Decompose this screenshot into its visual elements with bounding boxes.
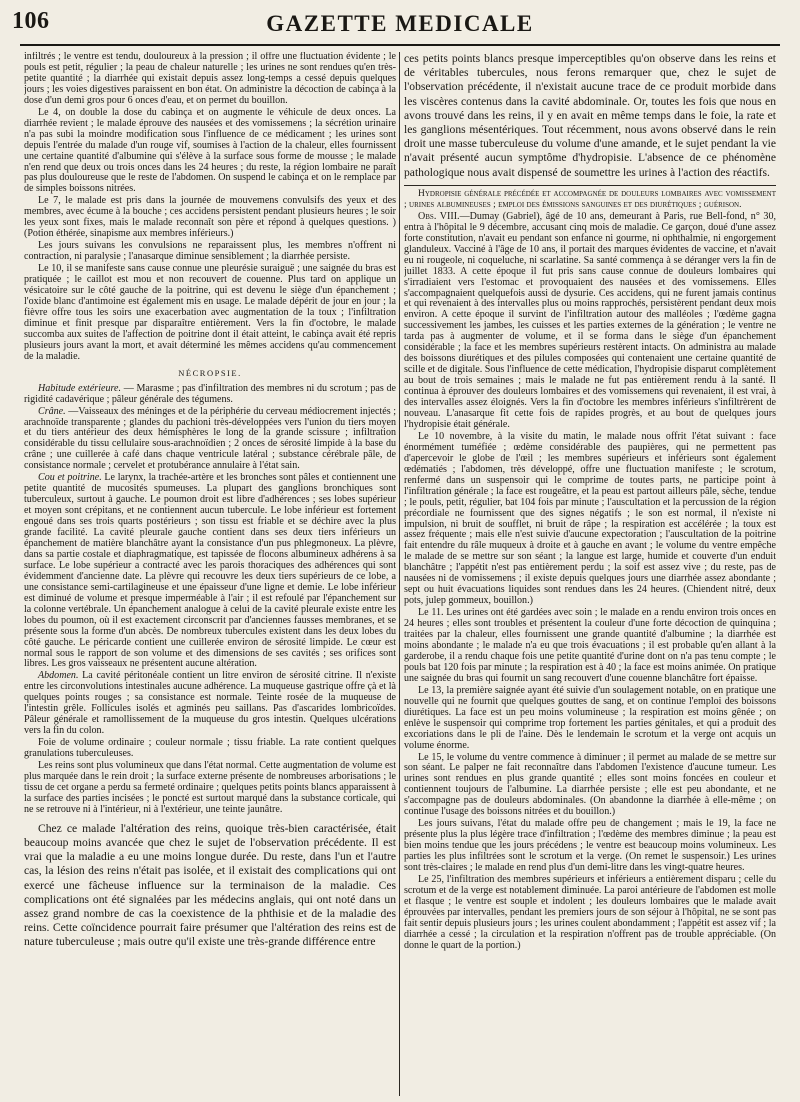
observation-text: —Dumay (Gabriel), âgé de 10 ans, demeurant à Paris, rue Bell-fond, n° 30, entra à l'hôpital le 9 décembre, accusant cinq mois de maladie. Ce garçon, doué d'une assez forte constitution, n'avait eu pendant son enfance ni gourme, ni ophthalmie, ni engorgement glanduleux. Vacciné à l'âge de 10 ans, il portait des marques évidentes de vaccine, et n'avait eu ni rougeole, ni coqueluche, ni scarlatine. Sa santé commença à se déranger vers la fin de juillet 1833. A cette époque il fut pris sans cause connue de douleurs lombaires qui s'irradiaient vers l'estomac et provoquaient des nausées et des vomissemens. Elles s'accompagnaient quelquefois aussi de dysurie. Ces accidens, qui ne furent jamais continus et qui revenaient à des intervalles plus ou moins rapprochés, persistèrent pendant deux mois environ. A cette époque il survint de l'infiltration autour des malléoles ; l'œdème gagna successivement les jambes, les cuisses et les parties externes de la génération ; le ventre ne tarda pas à augmenter de volume, et il se forma dans le siège d'un épanchement considérable ; la face et les membres supérieurs restèrent intacts. On administra au malade des boissons diurétiques et des pilules composées qui contenaient une certaine quantité de scille et de digitale. Sous l'influence de cette médication, l'hydropisie disparut complètement au bout de trois semaines ; mais le malade ne fut pas entièrement rendu à la santé. Il continua à éprouver des douleurs lombaires et des vomissemens qui revenaient, il est vrai, à des intervalles assez éloignés. Vers la fin d'octobre les membres inférieurs s'infiltrèrent de nouveau. L'anasarque fit cette fois de rapides progrès, et au bout de quelques jours l'hydropisie était générale. (404, 210, 776, 430)
paragraph-following-days-2: Les jours suivans, l'état du malade offre peu de changement ; mais le 19, la face ne présente plus la plus légère trace d'infiltration ; l'œdème des membres diminue ; la peau est bien moins tendue que les jours précédens ; le ventre est beaucoup moins volumineux. Les parties les plus infiltrées sont le scrotum et la verge. (On remet le suspensoir.) Les urines sont très-claires ; le malade en rend plus d'un demi-litre dans les vingt-quatre heures. (404, 818, 776, 874)
paragraph-commentary: Chez ce malade l'altération des reins, quoique très-bien caractérisée, était beaucoup moins avancée que chez le sujet de l'observation précédente. Il est vrai que la maladie a eu une moins longue durée. Du reste, dans l'un et l'autre cas, la lésion des reins n'était pas isolée, et il existait des complications qui ont exercé une fâcheuse influence sur la terminaison de la maladie. Ces complications ont été signalées par les médecins anglais, qui ont noté dans un assez grand nombre de cas la coexistence de la phthisie et de la maladie des reins. Cette coïncidence pourrait faire présumer que l'altération des reins est de nature tuberculeuse ; mais outre qu'il existe une très-grande différence entre (24, 821, 396, 949)
paragraph-liver: Foie de volume ordinaire ; couleur normale ; tissu friable. La rate contient quelques granulations tuberculeuses. (24, 737, 396, 760)
paragraph-day-10: Le 10, il se manifeste sans cause connue une pleurésie suraiguë ; une saignée du bras est pratiquée ; le caillot est mou et non recouvert de couenne. Plus tard on applique un vésicatoire sur le côté gauche de la poitrine, qui est devenu le siège d'un épanchement ; l'oxide blanc d'antimoine est également mis en usage. Le malade dépérit de jour en jour ; la fièvre offre tous les soirs une exacerbation avec augmentation de la toux ; l'infiltration diminue et finit presque par disparaître entièrement. Vers la fin d'octobre, le malade succomba aux suites de l'affection de poitrine dont il était atteint, le cabinça avait été repris plusieurs jours avant la mort, et avait déterminé les mêmes accidens qu'au commencement de la maladie. (24, 263, 396, 362)
paragraph-day-13: Le 13, la première saignée ayant été suivie d'un soulagement notable, on en pratique une nouvelle qui ne fournit que quelques gouttes de sang, et on continue l'emploi des boissons diurétiques. La face est un peu moins volumineuse ; la respiration est moins gênée ; on enlève le suspensoir qui comprime trop fortement les parties génitales, et qui a produit des excoriations dans le pli de l'aine. Dès le lendemain le scrotum et la verge ont acquis un volume énorme. (404, 684, 776, 751)
paragraph-commentary-continued: ces petits points blancs presque imperceptibles qu'on observe dans les reins et de véritables tubercules, nous ferons remarquer que, chez le sujet de l'observation précédente, il n'existait aucune trace de ce produit morbide dans les viscères contenus dans la cavité abdominale. Or, toutes les fois que nous en avons trouvé dans les reins, il y en avait en même temps dans le foie, la rate et les ganglions mésentériques. Tout récemment, nous avons observé dans le rein droit une masse tuberculeuse du volume d'une amande, et le sujet pendant la vie n'avait présenté aucun symptôme d'hydropisie. L'absence de ce phénomène pathologique nous avait dispensé de soumettre les urines à l'action des réactifs. (404, 52, 776, 179)
observation-lead: Obs. VIII. (418, 210, 460, 222)
paragraph-neck-chest (24, 473, 396, 670)
paragraph-day-11: Le 11. Les urines ont été gardées avec soin ; le malade en a rendu environ trois onces en 24 heures ; elles sont troubles et présentent la couleur d'une forte décoction de quinquina ; traitées par la chaleur, elles fournissent une grande quantité d'albumine ; la diarrhée est moins abondante ; le malade n'a eu que trois évacuations ; il est probable qu'en allant à la garderobe, il a rendu chaque fois une petite quantité d'urine dont on n'a pas tenu compte ; le pouls bat 120 fois par minute ; la respiration est à 40 ; la face est moins animée. On pratique une saignée du bras qui fournit un sang recouvert d'une couenne blanchâtre fort épaisse. (404, 607, 776, 684)
observation-heading: Hydropisie générale précédée et accompagnée de douleurs lombaires avec vomissement ; urines albumineuses ; emploi des émissions sanguines et des diurétiques ; guérison. (404, 188, 776, 210)
paragraph-following-days: Les jours suivans les convulsions ne reparaissent plus, les membres n'offrent ni contraction, ni paralysie ; l'anasarque diminue sensiblement ; la diarrhée persiste. (24, 240, 396, 263)
neck-chest-text: Le larynx, la trachée-artère et les bronches sont pâles et contiennent une petite quantité de mucosités spumeuses. La plupart des ganglions bronchiques sont tuberculeux, surtout à gauche. Le poumon droit est libre d'adhérences ; ses lobes supérieur et moyen sont crépitans, et ne contiennent aucun tubercule. Le lobe inférieur est fortement engoué dans ses trois quarts postérieurs ; son tissu est friable et se déchire avec la plus grande facilité. La cavité pleurale gauche contient dans ses deux tiers inférieurs un épanchement de matière blanchâtre ayant la consistance d'un pus phlegmoneux. La plèvre, dans sa partie costale et diaphragmatique, est tapissée de flocons albumineux adhérens à sa surface. Le lobe supérieur a contracté avec les parois thoraciques des adhérences qui sont évidemment d'ancienne date. La plèvre qui recouvre les deux tiers supérieurs de ce lobe, a une consistance semi-cartilagineuse et une épaisseur d'une ligne et demie. Le lobe inférieur est diminué de volume et presque imperméable à l'air ; il est refoulé par l'épanchement sur la colonne vertébrale. Un épanchement analogue à celui de la cavité pleurale existe entre les lobes du poumon, où il est exactement circonscrit par d'anciennes fausses membranes, et se présente sous la forme d'un abcès. De nombreux tubercules existent dans les deux lobes du côté gauche. Le péricarde contient une cuillerée environ de sérosité limpide. Le cœur est normal sous le rapport de son volume et des dimensions de ses cavités ; ses orifices sont libres. Les gros vaisseaux ne présentent aucune altération. (24, 472, 396, 670)
journal-title: GAZETTE MEDICALE (266, 11, 534, 36)
paragraph-day-7: Le 7, le malade est pris dans la journée de mouvemens convulsifs des yeux et des membres, avec écume à la bouche ; ces accidens persistent pendant plusieurs heures ; le soir les yeux sont fixes, mais le malade reconnaît son père et répond à quelques questions. ) (Potion éthérée, sinapisme aux membres inférieurs.) (24, 195, 396, 240)
paragraph-day-4: Le 4, on double la dose du cabinça et on augmente le véhicule de deux onces. La diarrhée revient ; le malade éprouve des nausées et des vomissemens ; la sécrétion urinaire n'a pas subi la moindre modification sous l'influence de ce médicament ; les urines sont depuis l'entrée du malade d'un rouge vif, soumises à l'action de la chaleur, elles fournissent une certaine quantité d'albumine qui s'élève à la surface sous forme de mousse ; le malade n'en rend que deux ou trois onces dans les 24 heures ; du reste, la région lombaire ne paraît pas plus douloureuse que le reste de l'abdomen. On suspend le cabinça et on le remplace par de simples boissons nitrées. (24, 106, 396, 195)
paragraph-habitus (24, 384, 396, 406)
necropsy-heading: NÉCROPSIE. (178, 367, 242, 378)
abdomen-lead: Abdomen. (38, 670, 79, 682)
column-divider (399, 52, 400, 1096)
paragraph-kidneys: Les reins sont plus volumineux que dans l'état normal. Cette augmentation de volume est plus marquée dans le rein droit ; la surface externe présente de nombreuses arborisations ; le tissu de cet organe a perdu sa fermeté ordinaire ; quelques petits points blancs apparaissent à la surface des parties incisées ; le poncté est surtout marqué dans la substance corticale, qui ne se retrouve ni à l'intérieur, ni à l'extérieur, une teinte jaunâtre. (24, 760, 396, 815)
habitus-lead: Habitude extérieure. (38, 382, 121, 394)
section-rule (404, 185, 776, 186)
neck-chest-lead: Cou et poitrine. (38, 472, 102, 484)
paragraph-abdomen (24, 671, 396, 737)
habitus-text: — Marasme ; pas d'infiltration des membres ni du scrotum ; pas de rigidité cadavérique ; pâleur générale des tégumens. (24, 382, 396, 405)
paragraph-day-15: Le 15, le volume du ventre commence à diminuer ; il permet au malade de se mettre sur son séant. Le palper ne fait reconnaître dans l'abdomen l'existence d'aucune tumeur. Les urines sont rendues en plus grande quantité ; elles sont moins foncées en couleur et contiennent toujours de l'albumine. La diarrhée persiste ; elle est peu abondante, et ne s'accompagne pas de douleurs abdominales. (On abandonne la diarrhée à elle-même ; on continue l'usage des boissons nitrées et du bouillon.) (404, 751, 776, 818)
page-number: 106 (12, 8, 50, 34)
header-rule (20, 44, 780, 46)
skull-lead: Crâne. (38, 405, 66, 417)
paragraph-observation-viii (404, 212, 776, 431)
paragraph-skull (24, 407, 396, 473)
right-column (404, 52, 776, 1098)
paragraph-continued: infiltrés ; le ventre est tendu, douloureux à la pression ; il offre une fluctuation évidente ; le pouls est petit, régulier ; la peau de chaleur naturelle ; les urines ne sont rendues qu'en très-petite quantité ; la diarrhée qui existait depuis assez long-temps a cessé depuis quelques jours ; les voies digestives paraissent en bon état. On administre la décoction de cabinça à la dose d'un demi gros pour 6 onces d'eau, et on permet du bouillon. (24, 52, 396, 106)
paragraph-day-25: Le 25, l'infiltration des membres supérieurs et inférieurs a entièrement disparu ; celle du scrotum et de la verge est notablement diminuée. La paroi antérieure de l'abdomen est molle et flasque ; le ventre est souple et indolent ; les douleurs lombaires que le malade avait éprouvées par intervalles, pendant les premiers jours de son séjour à l'hôpital, ne se sont pas fait sentir depuis plusieurs jours ; les urines coulent abondamment ; l'appétit est assez vif ; la diarrhée a cessé ; la circulation et la respiration n'offrent pas de trouble appréciable. (On donne le quart de la portion.) (404, 874, 776, 951)
abdomen-text: La cavité péritonéale contient un litre environ de sérosité citrine. Il n'existe entre les circonvolutions intestinales aucune adhérence. La muqueuse gastrique offre çà et là quelques points rouges ; sa consistance est normale. Teinte rosée de la muqueuse de l'intestin grêle. Follicules isolés et agminés peu saillans. Pas d'ascarides lombricoïdes. Pâleur générale et ramollissement de la muqueuse du gros intestin. Quelques ulcérations vers la fin du colon. (24, 670, 396, 737)
skull-text: —Vaisseaux des méninges et de la périphérie du cerveau médiocrement injectés ; arachnoïde transparente ; glandes du pachioni très-développées vers l'union du tiers moyen et du tiers antérieur des deux hémisphères le long de la grande scissure ; infiltration considérable du tissu cellulaire sous-arachnoïdien ; 2 onces de sérosité limpide à la base du crâne ; une cuillerée à café dans chaque ventricule latéral ; substance cérébrale pâle, de consistance normale ; cervelet et protubérance annulaire à l'état sain. (24, 405, 396, 472)
paragraph-november-10: Le 10 novembre, à la visite du matin, le malade nous offrit l'état suivant : face énormément tuméfiée ; œdème considérable des paupières, qui ne permettent pas d'apercevoir le globe de l'œil ; les membres supérieurs et inférieurs sont également œdématiés ; l'abdomen, très développé, offre une fluctuation manifeste ; le scrotum, renfermé dans un suspensoir qui le comprime de toutes parts, ne participe point à l'infiltration générale ; la face est rougeâtre, et la peau est partout ailleurs pâle, sèche, tendue ; le pouls, petit, régulier, bat 104 fois par minute ; l'auscultation et la percussion de la région précordiale ne fournissent que des signes négatifs ; le son est normal, il n'existe ni impulsion, ni bruit de soufflet, ni bruit de râpe ; la respiration est accélérée ; la toux est assez fréquente ; mais elle n'est suivie d'aucune expectoration ; l'auscultation de la poitrine fait entendre du râle muqueux à droite et à gauche en avant ; le volume du ventre empêche le malade de se mettre sur son séant ; la langue est large, humide et couverte d'un enduit blanchâtre ; l'appétit n'est pas entièrement perdu ; la soif est assez vive ; du reste, pas de nausées ni de vomissemens ; il existe depuis quelques jours une diarrhée assez abondante ; sept ou huit évacuations liquides sont rendues dans les 24 heures. (Chiendent nitré, deux pots, julep gommeux, bouillon.) (404, 430, 776, 607)
left-column (24, 52, 396, 1098)
